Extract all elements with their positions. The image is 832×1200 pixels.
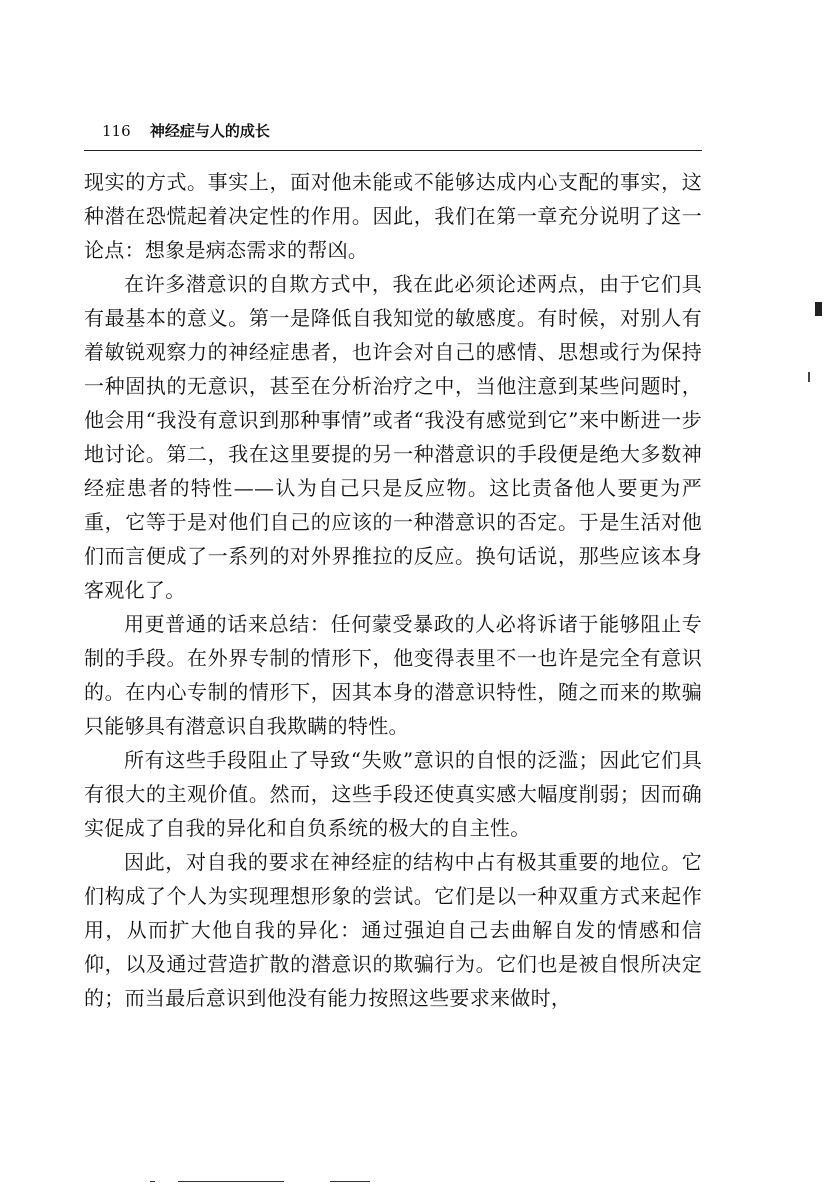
scan-artifact-mark: [815, 302, 822, 316]
paragraph-2: 在许多潜意识的自欺方式中，我在此必须论述两点，由于它们具有最基本的意义。第一是降低自我知觉的敏感度。有时候，对别人有着敏锐观察力的神经症患者，也许会对自己的感情、思想或行为保持一种固执的无意识，甚至在分析治疗之中，当他注意到某些问题时，他会用“我没有意识到那种事情”或者“我没有感觉到它”来中断进一步地讨论。第二，我在这里要提的另一种潜意识的手段便是绝大多数神经症患者的特性——认为自己只是反应物。这比责备他人要更为严重，它等于是对他们自己的应该的一种潜意识的否定。于是生活对他们而言便成了一系列的对外界推拉的反应。换句话说，那些应该本身客观化了。: [84, 272, 702, 602]
running-header: [102, 120, 700, 141]
paragraph-4: 所有这些手段阻止了导致“失败”意识的自恨的泛滥；因此它们具有很大的主观价值。然而，这些手段还使真实感大幅度削弱；因而确实促成了自我的异化和自负系统的极大的自主性。: [84, 748, 702, 840]
footer-rule-segment: [150, 1181, 155, 1182]
page-number: 116: [102, 122, 131, 140]
page-body: [84, 165, 702, 1015]
scan-artifact-tick: [808, 372, 810, 382]
footer-rule-segment: [178, 1181, 284, 1182]
paragraph-1: 现实的方式。事实上，面对他未能或不能够达成内心支配的事实，这种潜在恐慌起着决定性的作用。因此，我们在第一章充分说明了这一论点：想象是病态需求的帮凶。: [84, 170, 702, 262]
paragraph-5: 因此，对自我的要求在神经症的结构中占有极其重要的地位。它们构成了个人为实现理想形象的尝试。它们是以一种双重方式来起作用，从而扩大他自我的异化：通过强迫自己去曲解自发的情感和信仰，以及通过营造扩散的潜意识的欺骗行为。它们也是被自恨所决定的；而当最后意识到他没有能力按照这些要求来做时，: [84, 850, 702, 1010]
footer-rule-segment: [330, 1181, 370, 1182]
paragraph-3: 用更普通的话来总结：任何蒙受暴政的人必将诉诸于能够阻止专制的手段。在外界专制的情形下，他变得表里不一也许是完全有意识的。在内心专制的情形下，因其本身的潜意识特性，随之而来的欺骗只能够具有潜意识自我欺瞒的特性。: [84, 612, 702, 738]
header-divider: [84, 150, 702, 151]
book-title: 神经症与人的成长: [149, 122, 270, 140]
